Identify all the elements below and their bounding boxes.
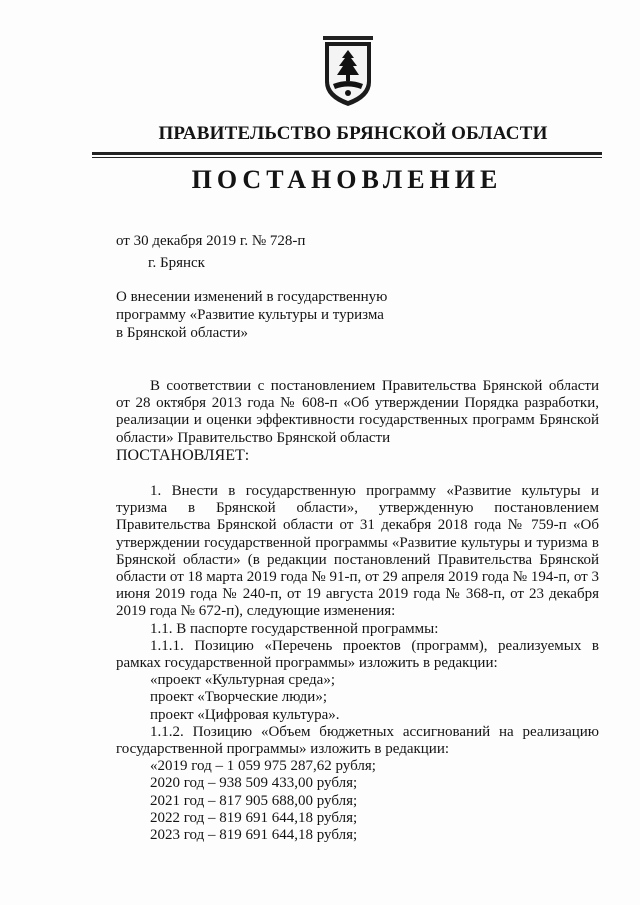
item-1-1-2-paragraph: 1.1.2. Позицию «Объем бюджетных ассигнований на реализацию государственной программы» изложить в редакции:: [116, 723, 599, 758]
budget-item: 2020 год – 938 509 433,00 рубля;: [150, 775, 358, 792]
header-rule-thin: [92, 157, 602, 158]
item-1-paragraph: 1. Внести в государственную программу «Развитие культуры и туризма в Брянской области», утвержденную постановлением Правительства Брянской области от 31 декабря 2018 года № 759-п «Об утверждении государственной программы «Развитие культуры и туризма в Брянской области» (в редакции постановлений Правительства Брянской области от 18 марта 2019 года № 91-п, от 29 апреля 2019 года № 194-п, от 3 июня 2019 года № 240-п, от 19 августа 2019 года № 368-п, от 23 декабря 2019 года № 672-п), следующие изменения:: [116, 483, 599, 620]
item-1-1-paragraph: 1.1. В паспорте государственной программы:: [150, 620, 439, 637]
subject-line-2: программу «Развитие культуры и туризма: [116, 307, 384, 323]
project-item: «проект «Культурная среда»;: [150, 672, 336, 689]
project-item: проект «Цифровая культура».: [150, 706, 340, 723]
organization-title: ПРАВИТЕЛЬСТВО БРЯНСКОЙ ОБЛАСТИ: [158, 123, 548, 144]
document-type-title: ПОСТАНОВЛЕНИЕ: [191, 165, 503, 194]
document-city: г. Брянск: [148, 255, 205, 271]
document-body: [116, 378, 599, 844]
preamble-paragraph: В соответствии с постановлением Правительства Брянской области от 28 октября 2013 года № 608-п «Об утверждении Порядка разработки, реализации и оценки эффективности государственных программ Брянской области» Правительство Брянской области: [116, 378, 599, 446]
coat-of-arms-emblem: [319, 34, 377, 108]
document-date-number: от 30 декабря 2019 г. № 728-п: [116, 233, 306, 249]
budget-item: «2019 год – 1 059 975 287,62 рубля;: [150, 758, 376, 775]
budget-item: 2021 год – 817 905 688,00 рубля;: [150, 792, 358, 809]
project-item: проект «Творческие люди»;: [150, 689, 327, 706]
decree-word: ПОСТАНОВЛЯЕТ:: [116, 446, 250, 464]
budget-item: 2023 год – 819 691 644,18 рубля;: [150, 827, 358, 844]
budget-item: 2022 год – 819 691 644,18 рубля;: [150, 809, 358, 826]
subject-line-3: в Брянской области»: [116, 325, 248, 341]
header-rule-thick: [92, 152, 602, 155]
subject-line-1: О внесении изменений в государственную: [116, 289, 388, 305]
item-1-1-1-paragraph: 1.1.1. Позицию «Перечень проектов (программ), реализуемых в рамках государственной программы» изложить в редакции:: [116, 637, 599, 672]
